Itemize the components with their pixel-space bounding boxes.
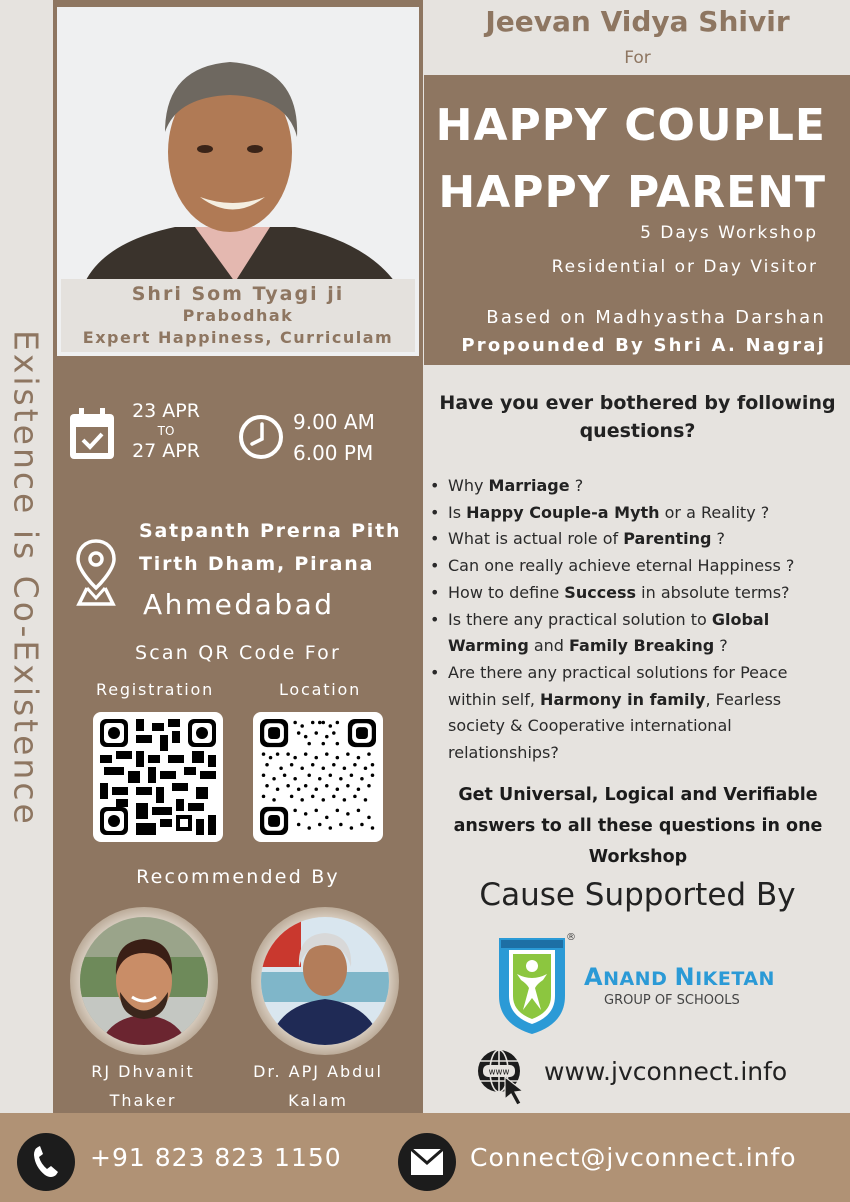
contact-footer: [0, 1113, 850, 1202]
hero-line-1: HAPPY COUPLE: [435, 100, 826, 151]
answer-statement: Get Universal, Logical and Verifiable answers to all these questions in one Workshop: [453, 785, 823, 867]
qr-location-label: Location: [279, 680, 362, 699]
date-to: 27 APR: [132, 440, 200, 462]
time-range: [293, 407, 375, 469]
venue-line-1: Satpanth Prerna Pith: [139, 520, 402, 542]
schedule: [53, 395, 423, 475]
venue: [53, 512, 423, 627]
email-address[interactable]: Connect@jvconnect.info: [470, 1143, 797, 1172]
speaker-caption: [61, 279, 415, 352]
speaker-name: Shri Som Tyagi ji: [131, 282, 345, 305]
time-start: 9.00 AM: [293, 410, 375, 434]
question-item: • Is there any practical solution to Global Warming and Family Breaking ?: [428, 607, 838, 660]
venue-line-2: Tirth Dham, Pirana: [139, 553, 375, 575]
page-title-for: For: [624, 48, 651, 68]
questions-title: Have you ever bothered by following questions?: [439, 392, 836, 442]
map-pin-icon: [75, 538, 117, 606]
speaker-photo: [65, 37, 405, 282]
qr-location[interactable]: [253, 712, 383, 842]
registered-mark: ®: [566, 932, 576, 943]
phone-icon: [17, 1133, 75, 1191]
qr-registration[interactable]: [93, 712, 223, 842]
www-badge-text: www: [488, 1067, 510, 1078]
questions-list: [428, 473, 838, 767]
hero-line-2: HAPPY PARENT: [438, 167, 826, 218]
side-tagline: [2, 258, 50, 898]
side-tagline-text: Existence is Co-Existence: [6, 329, 46, 827]
avatar-apj-kalam: [251, 907, 399, 1055]
phone-number[interactable]: +91 823 823 1150: [90, 1143, 342, 1172]
sponsor-name: ANAND NIKETAN: [584, 963, 775, 991]
date-from: 23 APR: [132, 400, 200, 422]
sponsor-subtitle: GROUP OF SCHOOLS: [604, 993, 740, 1008]
question-item: • Are there any practical solutions for Peace within self, Harmony in family, Fearless society & Cooperative international relationships?: [428, 660, 838, 767]
question-item: • Why Marriage ?: [428, 473, 838, 500]
basis-line-2: Propounded By Shri A. Nagraj: [461, 335, 826, 356]
question-item: • How to define Success in absolute terms?: [428, 580, 838, 607]
hero-banner: [424, 75, 850, 365]
recommended-title: Recommended By: [136, 866, 340, 888]
workshop-duration: 5 Days Workshop: [640, 223, 818, 243]
globe-cursor-icon: [475, 1047, 531, 1107]
left-panel: [53, 0, 423, 1113]
envelope-icon: [398, 1133, 456, 1191]
speaker-card: [53, 3, 423, 360]
date-range: [131, 399, 201, 463]
calendar-check-icon: [69, 408, 115, 460]
avatar-rj-dhvanit: [70, 907, 218, 1055]
support-title: Cause Supported By: [479, 877, 796, 913]
basis-line-1: Based on Madhyastha Darshan: [486, 307, 826, 328]
time-end: 6.00 PM: [293, 441, 374, 465]
question-item: • Is Happy Couple-a Myth or a Reality ?: [428, 500, 838, 527]
qr-code-icon: [260, 719, 376, 835]
anand-niketan-shield-icon: [497, 936, 567, 1036]
qr-registration-label: Registration: [96, 680, 215, 699]
workshop-mode: Residential or Day Visitor: [551, 257, 818, 277]
website-link[interactable]: www.jvconnect.info: [544, 1057, 788, 1086]
recommender-photo: [80, 917, 208, 1045]
venue-city: Ahmedabad: [143, 588, 335, 621]
speaker-expertise: Expert Happiness, Curriculam: [82, 327, 394, 347]
recommender-photo: [261, 917, 389, 1045]
recommender-name-1: RJ Dhvanit Thaker: [91, 1062, 195, 1110]
date-separator: TO: [157, 424, 175, 438]
clock-icon: [237, 413, 285, 461]
qr-section-title: Scan QR Code For: [135, 642, 341, 664]
recommender-name-2: Dr. APJ Abdul Kalam: [253, 1062, 383, 1110]
qr-code-icon: [100, 719, 216, 835]
speaker-title: Prabodhak: [182, 305, 294, 325]
question-item: • What is actual role of Parenting ?: [428, 526, 838, 553]
question-item: • Can one really achieve eternal Happiness ?: [428, 553, 838, 580]
page-title: Jeevan Vidya Shivir: [485, 5, 790, 38]
